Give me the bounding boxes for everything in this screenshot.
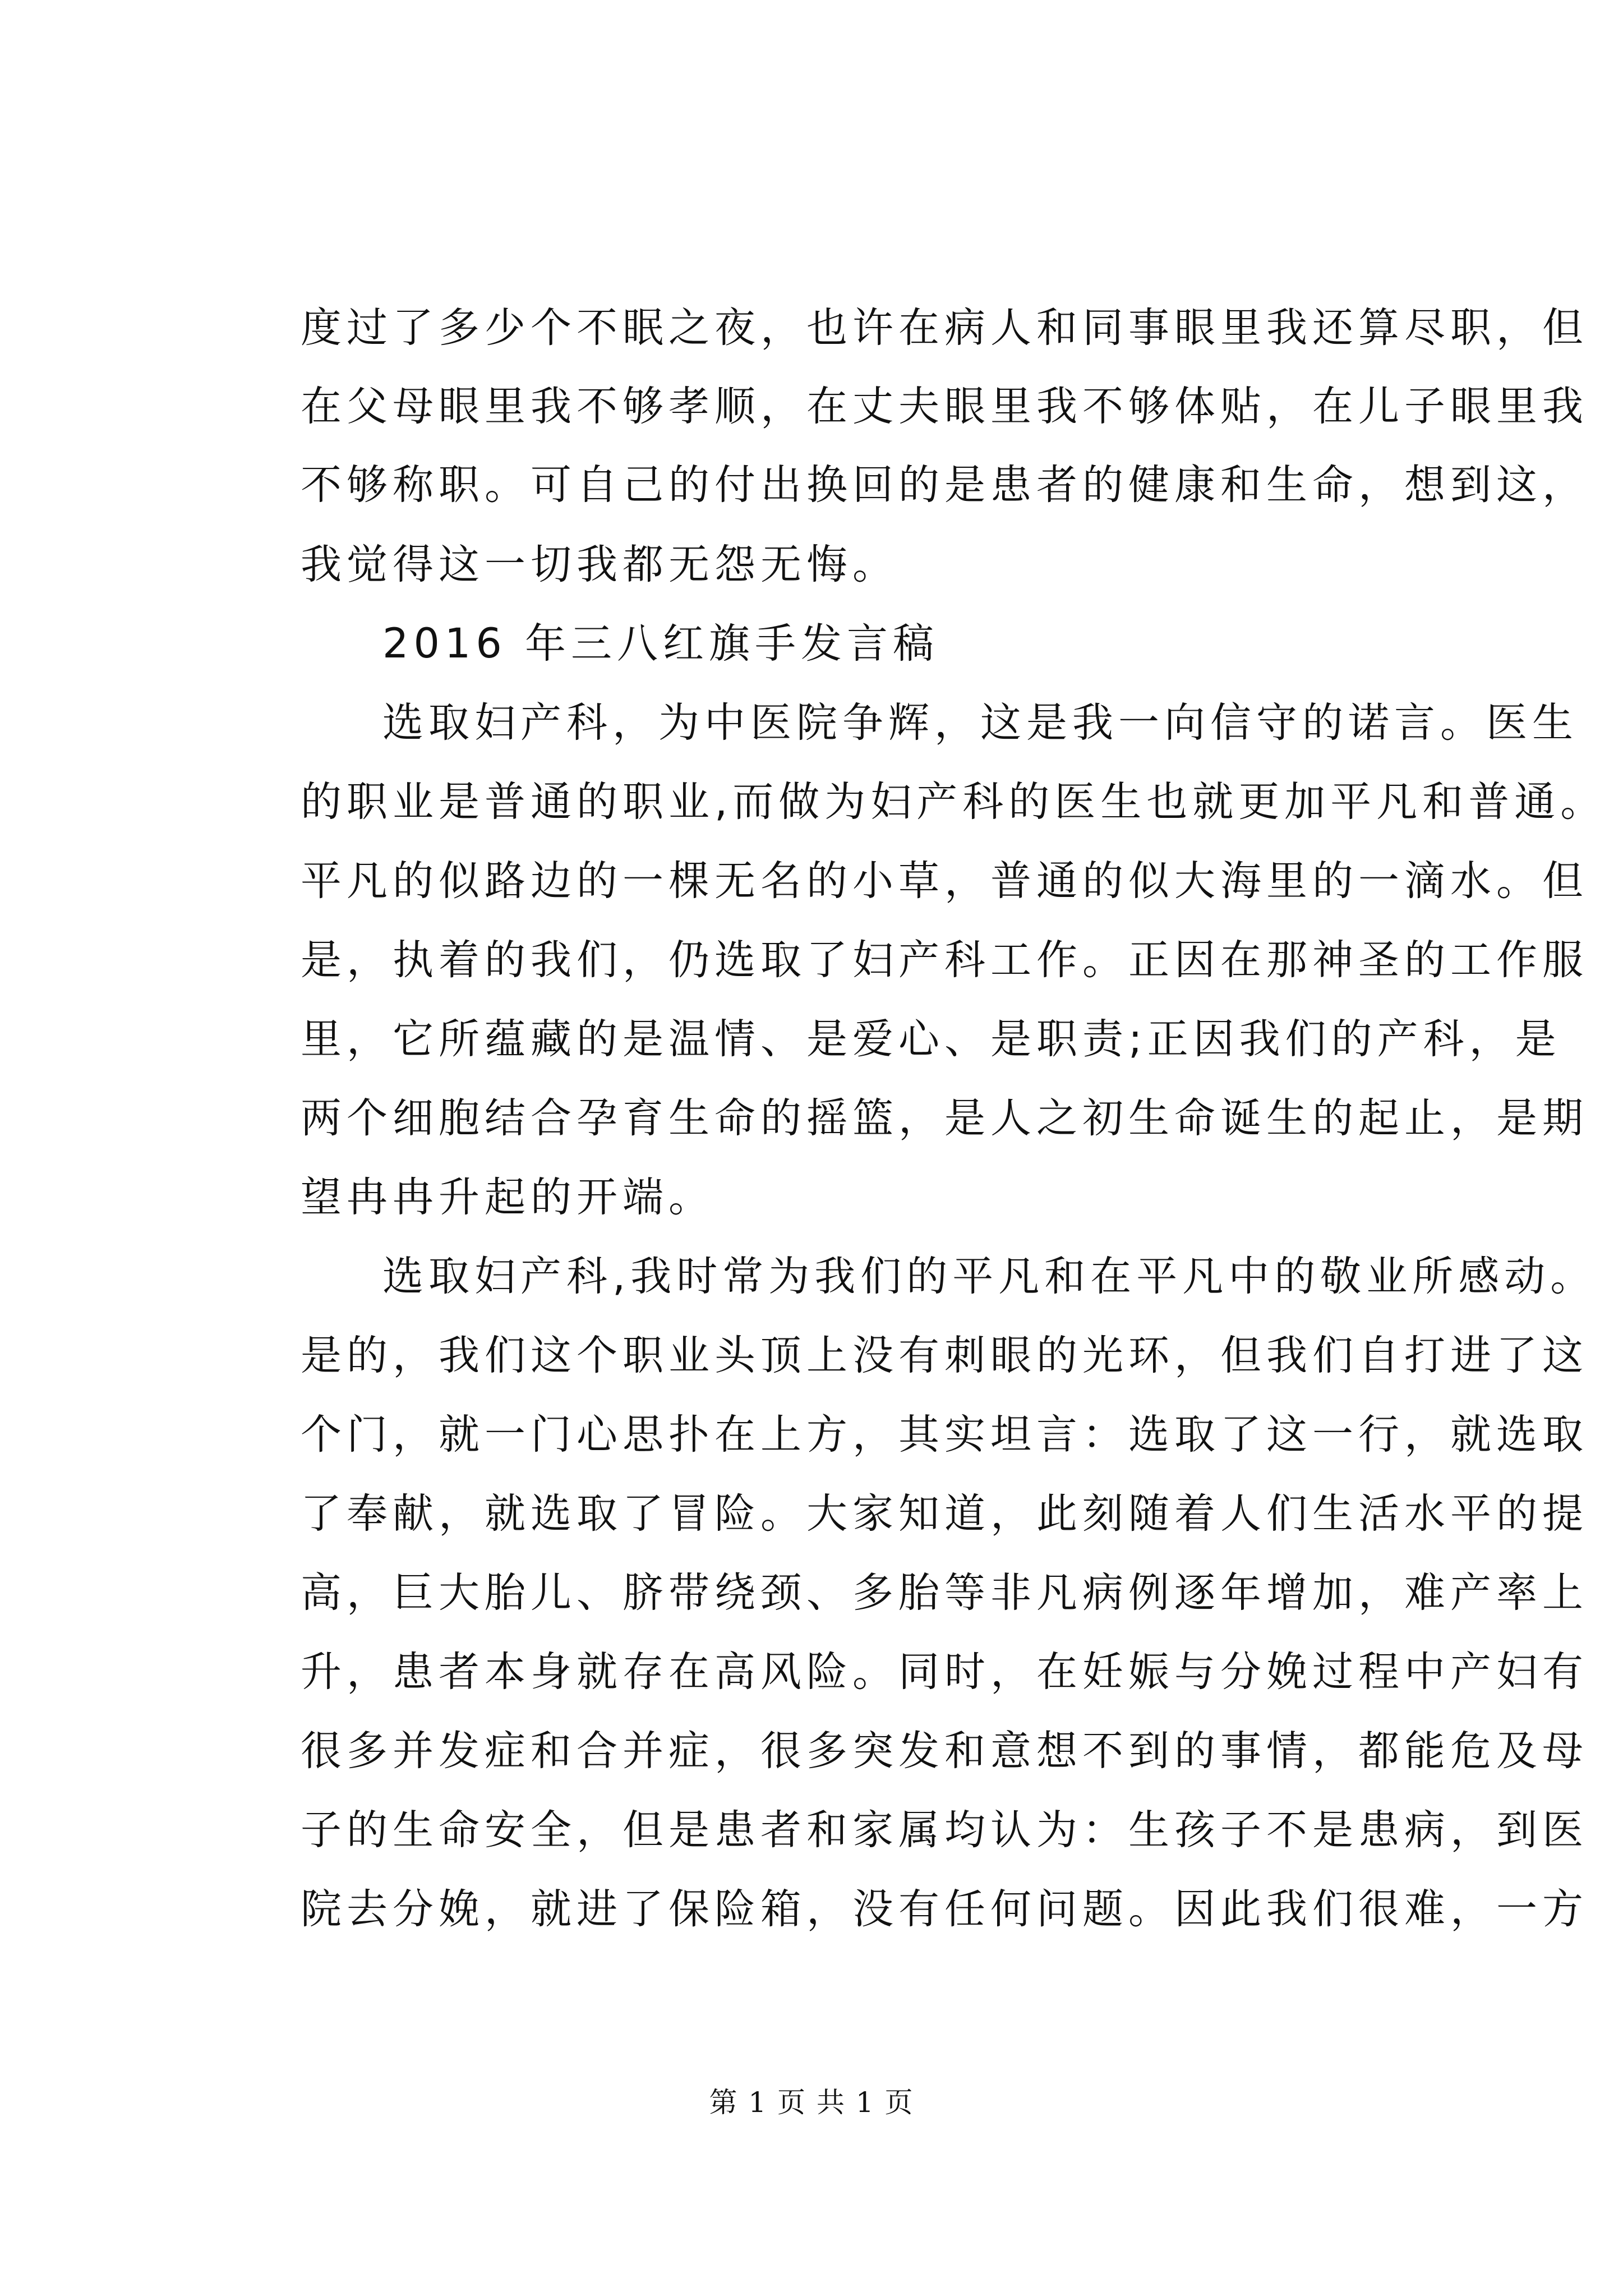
text-line: 子的生命安全，但是患者和家属均认为：生孩子不是患病，到医 xyxy=(301,1806,1588,1854)
text-line: 选取妇产科，为中医院争辉，这是我一向信守的诺言。医生 xyxy=(382,699,1578,747)
text-line: 是，执着的我们，仍选取了妇产科工作。正因在那神圣的工作服 xyxy=(301,936,1588,984)
text-line: 是的，我们这个职业头顶上没有刺眼的光环，但我们自打进了这 xyxy=(301,1332,1588,1379)
text-line: 了奉献，就选取了冒险。大家知道，此刻随着人们生活水平的提 xyxy=(301,1490,1588,1538)
text-line: 升，患者本身就存在高风险。同时，在妊娠与分娩过程中产妇有 xyxy=(301,1648,1588,1696)
text-line: 院去分娩，就进了保险箱，没有任何问题。因此我们很难，一方 xyxy=(301,1885,1588,1933)
text-line: 里，它所蕴藏的是温情、是爱心、是职责;正因我们的产科，是 xyxy=(301,1015,1561,1063)
text-line: 选取妇产科,我时常为我们的平凡和在平凡中的敬业所感动。 xyxy=(382,1253,1597,1300)
text-line: 在父母眼里我不够孝顺，在丈夫眼里我不够体贴，在儿子眼里我 xyxy=(301,383,1588,430)
text-line: 很多并发症和合并症，很多突发和意想不到的事情，都能危及母 xyxy=(301,1727,1588,1775)
section-heading: 2016 年三八红旗手发言稿 xyxy=(382,620,939,668)
text-line: 高，巨大胎儿、脐带绕颈、多胎等非凡病例逐年增加，难产率上 xyxy=(301,1569,1588,1617)
text-line: 平凡的似路边的一棵无名的小草，普通的似大海里的一滴水。但 xyxy=(301,857,1588,905)
text-line: 不够称职。可自己的付出换回的是患者的健康和生命，想到这， xyxy=(301,461,1588,509)
page-footer: 第 1 页 共 1 页 xyxy=(709,2086,914,2119)
text-line: 两个细胞结合孕育生命的摇篮，是人之初生命诞生的起止，是期 xyxy=(301,1094,1588,1142)
text-line: 度过了多少个不眠之夜，也许在病人和同事眼里我还算尽职，但 xyxy=(301,304,1588,352)
text-line: 个门，就一门心思扑在上方，其实坦言：选取了这一行，就选取 xyxy=(301,1411,1588,1458)
text-line: 的职业是普通的职业,而做为妇产科的医生也就更加平凡和普通。 xyxy=(301,778,1607,826)
text-line: 我觉得这一切我都无怨无悔。 xyxy=(301,541,898,588)
text-line: 望冉冉升起的开端。 xyxy=(301,1174,714,1221)
